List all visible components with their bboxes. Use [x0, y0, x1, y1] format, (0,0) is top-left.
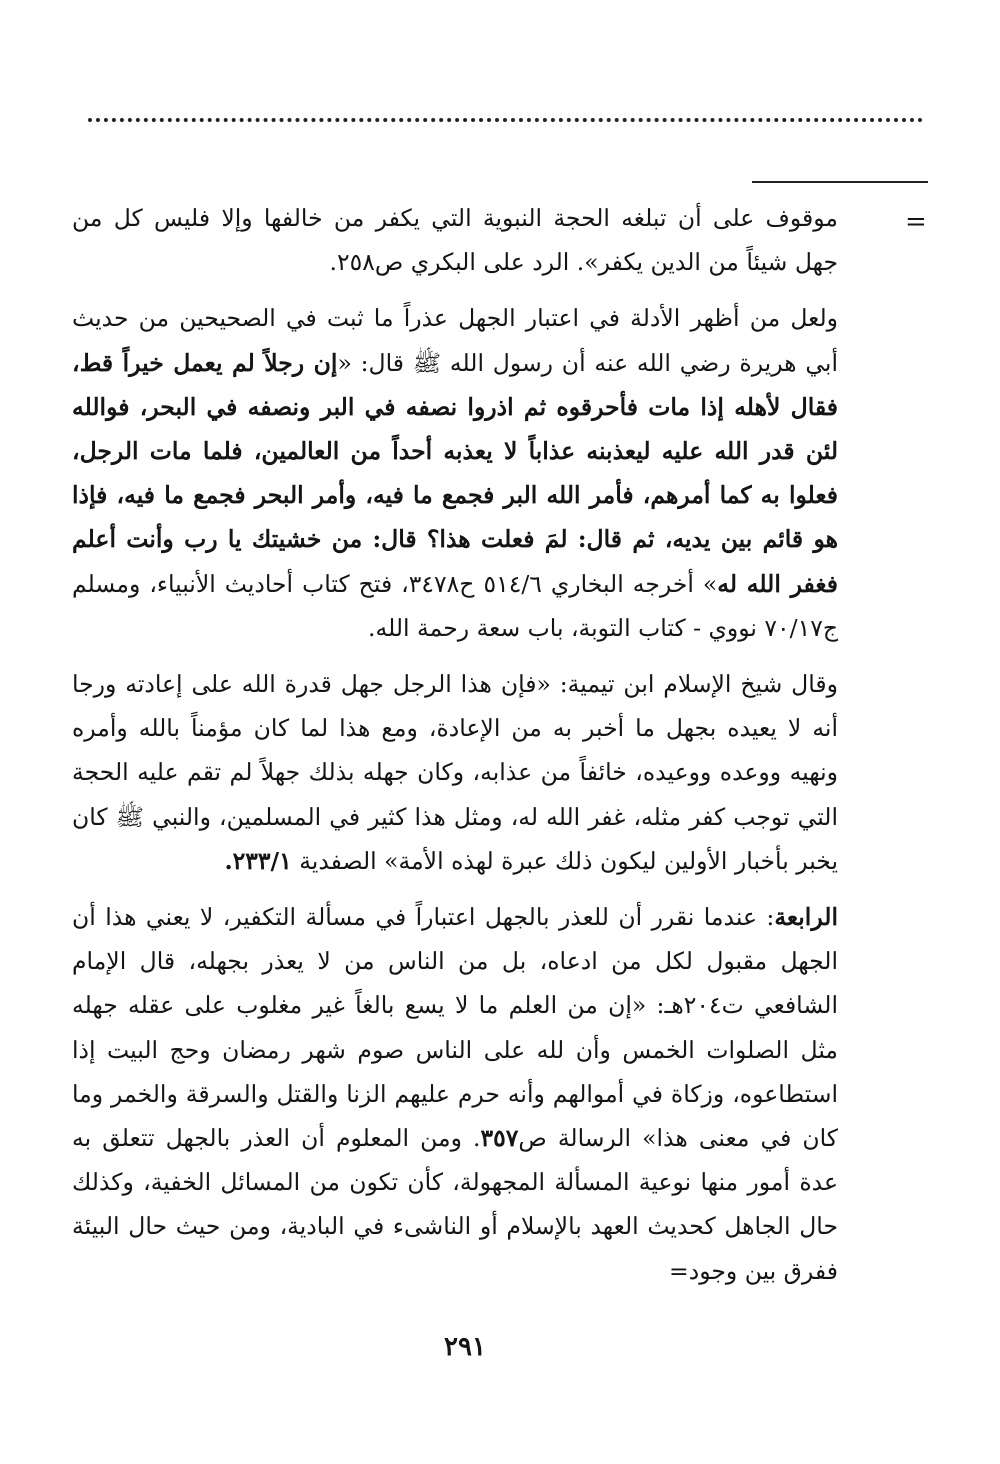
dotted-separator [88, 118, 923, 132]
paragraph-4-text-b: . ومن المعلوم أن العذر بالجهل تتعلق به عدة أمور منها نوعية المسألة المجهولة، كأن تكون من المسائل الخفية، وكذلك حال الجاهل كحديث العهد بالإسلام أو الناشىء في البادية، ومن حيث حال البيئة ففرق بين وجود= [72, 1124, 838, 1285]
paragraph-4-reference: ٣٥٧ [480, 1124, 519, 1153]
continuation-mark: = [905, 207, 927, 237]
page-number: ٢٩١ [444, 1332, 486, 1362]
paragraph-2-intro: ولعل من أظهر الأدلة في اعتبار الجهل عذراً ما ثبت في الصحيحين من حديث أبي هريرة رضي الله عنه أن رسول الله ﷺ قال: « [72, 304, 838, 377]
paragraph-4-label: الرابعة [774, 903, 838, 932]
paragraph-1 [72, 196, 838, 284]
paragraph-3-reference: ٢٣٣/١. [224, 846, 292, 875]
paragraph-3 [72, 662, 838, 883]
paragraph-1-text: موقوف على أن تبلغه الحجة النبوية التي يكفر من خالفها وإلا فليس كل من جهل شيئاً من الدين يكفر». الرد على البكري ص٢٥٨. [72, 204, 838, 277]
paragraph-2 [72, 296, 838, 650]
hadith-quote: إن رجلاً لم يعمل خيراً قط، فقال لأهله إذا مات فأحرقوه ثم اذروا نصفه في البر ونصفه في البحر، فوالله لئن قدر الله عليه ليعذبنه عذاباً لا يعذبه أحداً من العالمين، فلما مات الرجل، فعلوا به كما أمرهم، فأمر الله البر فجمع ما فيه، وأمر البحر فجمع ما فيه، فإذا هو قائم بين يديه، ثم قال: لمَ فعلت هذا؟ قال: من خشيتك يا رب وأنت أعلم فغفر الله له [72, 348, 838, 598]
paragraph-4-text-a: : عندما نقرر أن للعذر بالجهل اعتباراً في مسألة التكفير، لا يعني هذا أن الجهل مقبول لكل من ادعاه، بل من الناس من لا يعذر بجهله، قال الإمام الشافعي ت٢٠٤هـ: «إن من العلم ما لا يسع بالغاً غير مغلوب على عقله جهله مثل الصلوات الخمس وأن لله على الناس صوم شهر رمضان وحج البيت إذا استطاعوه، وزكاة في أموالهم وأنه حرم عليهم الزنا والقتل والسرقة والخمر وما كان في معنى هذا» الرسالة ص [72, 903, 838, 1153]
footnote-rule [752, 181, 928, 183]
paragraph-3-text: وقال شيخ الإسلام ابن تيمية: «فإن هذا الرجل جهل قدرة الله على إعادته ورجا أنه لا يعيده بجهل ما أخبر به من الإعادة، ومع هذا لما كان مؤمناً بالله وأمره ونهيه ووعده ووعيده، خائفاً من عذابه، وكان جهله بذلك جهلاً لم تقم عليه الحجة التي توجب كفر مثله، غفر الله له، ومثل هذا كثير في المسلمين، والنبي ﷺ كان يخبر بأخبار الأولين ليكون ذلك عبرة لهذه الأمة» الصفدية [72, 670, 838, 875]
footnote-text [72, 196, 838, 1305]
paragraph-2-outro: » أخرجه البخاري ٥١٤/٦ ح٣٤٧٨، فتح كتاب أحاديث الأنبياء، ومسلم ج٧٠/١٧ نووي - كتاب التوبة، باب سعة رحمة الله. [72, 569, 838, 642]
paragraph-4 [72, 895, 838, 1293]
